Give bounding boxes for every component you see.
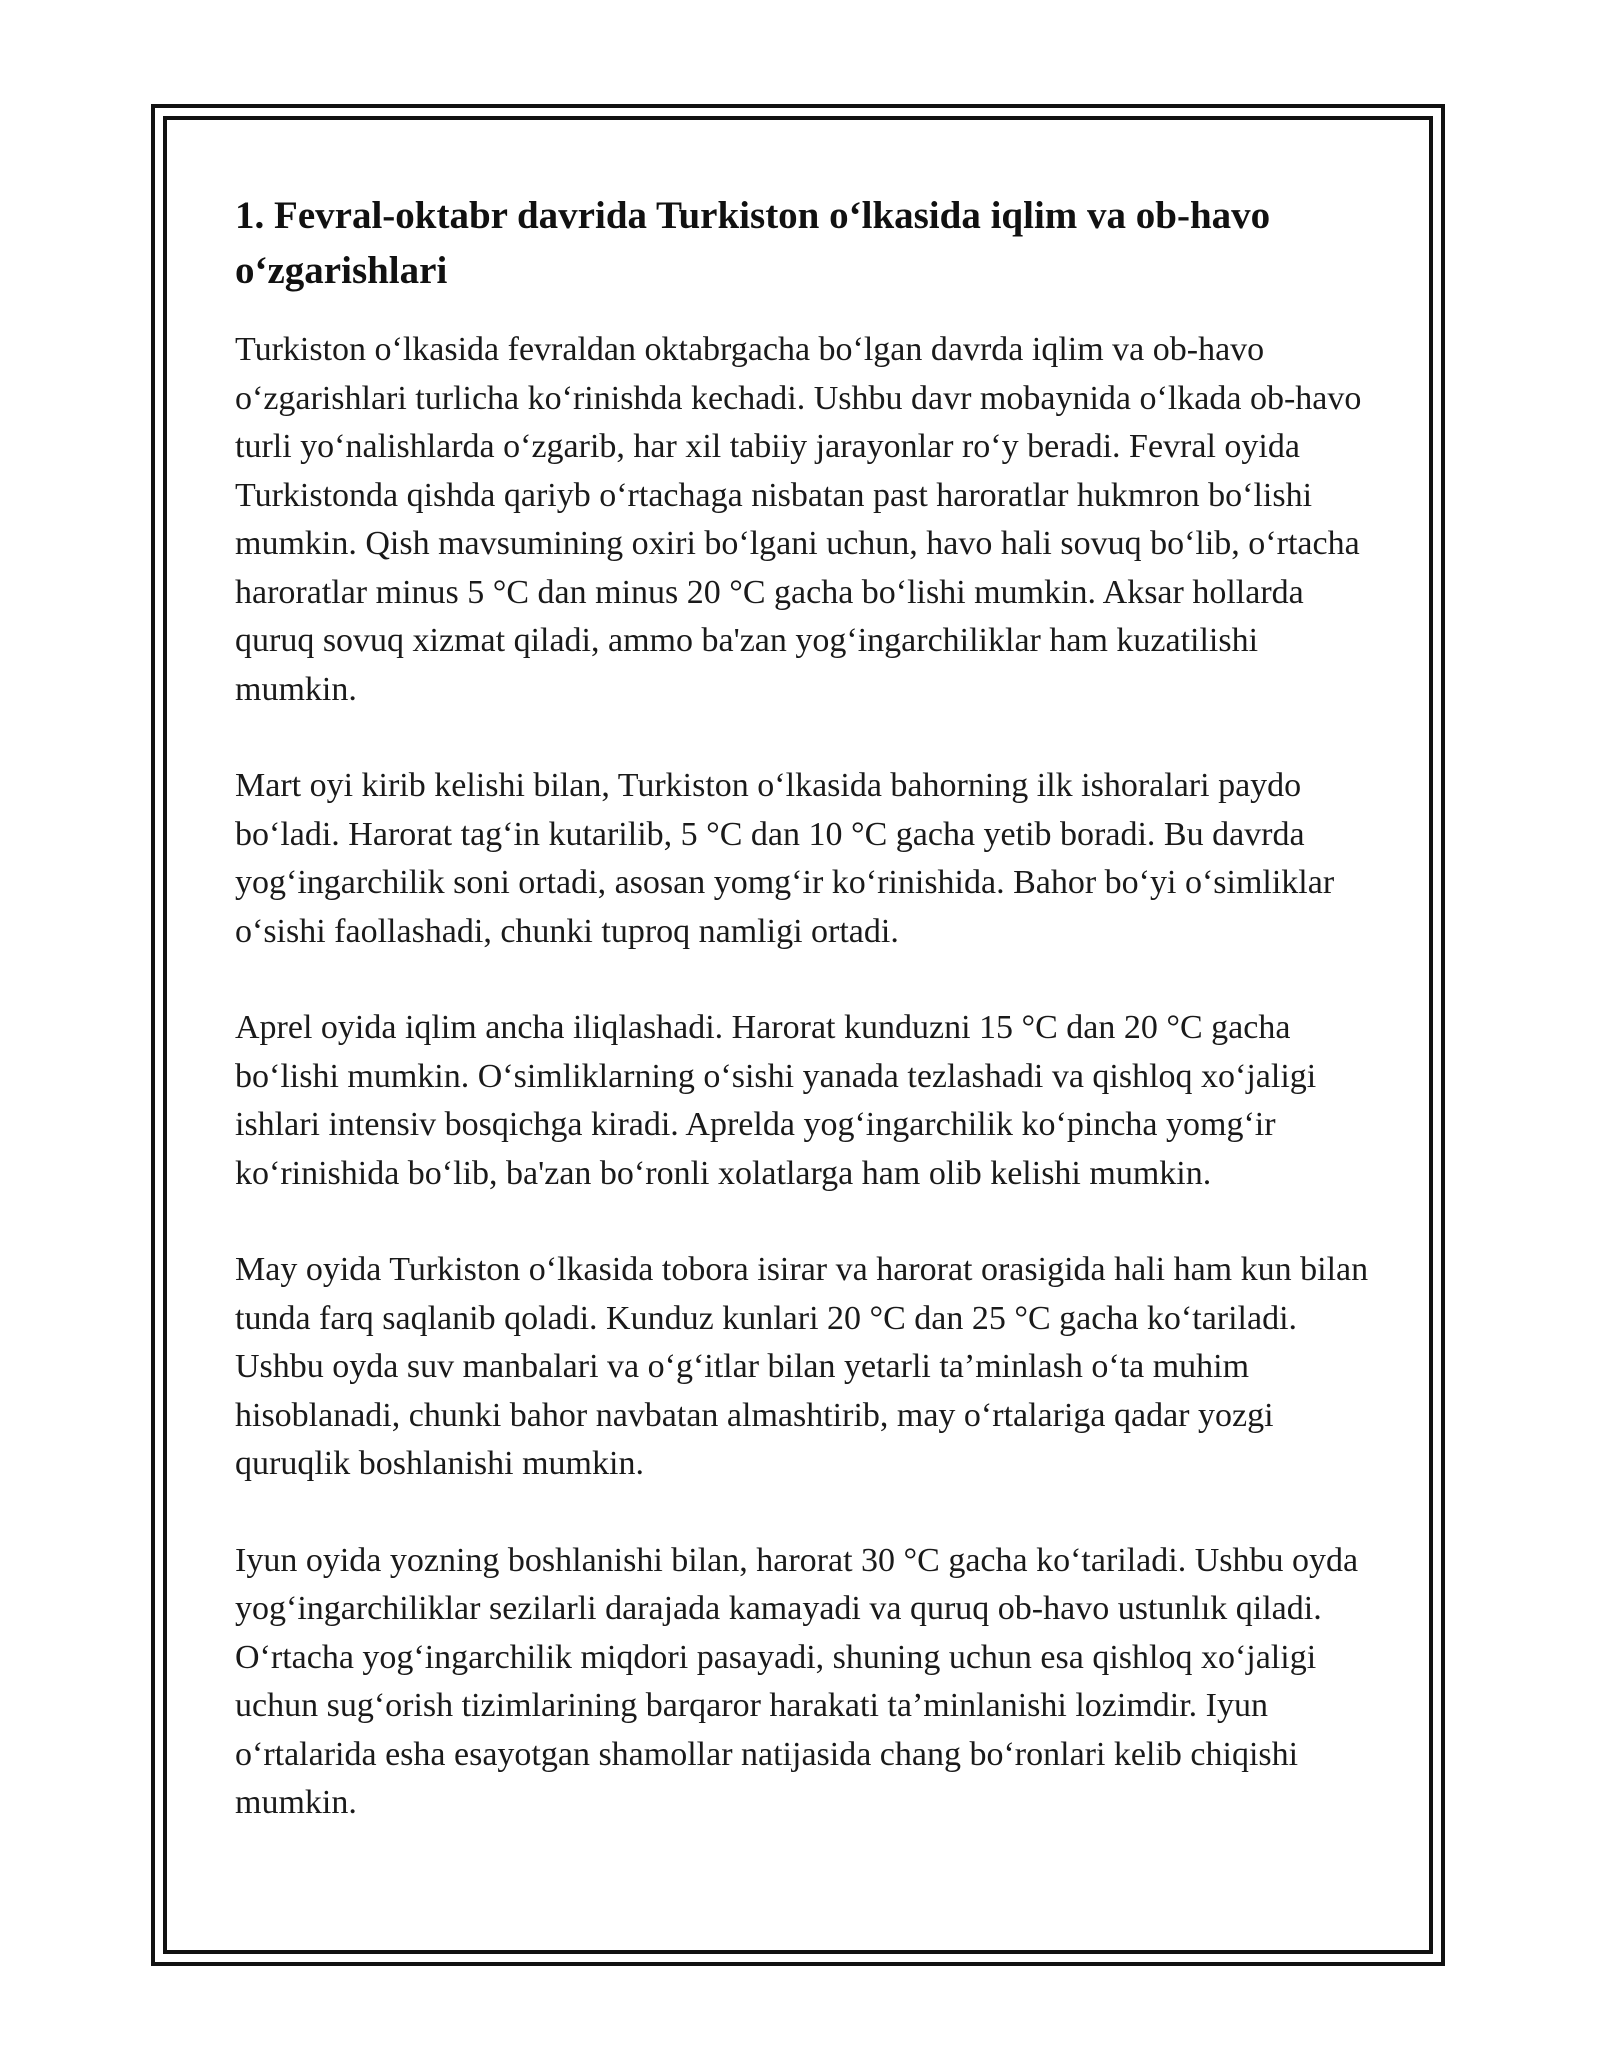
paragraph-june: Iyun oyida yozning boshlanishi bilan, harorat 30 °C gacha ko‘tariladi. Ushbu oyda yog‘ingarchiliklar sezilarli darajada kamayadi va quruq ob-havo ustunlık qiladi. O‘rtacha yog‘ingarchilik miqdori pasayadi, shuning uchun esa qishloq xo‘jaligi uchun sug‘orish tizimlarining barqaror harakati ta’minlanishi lozimdir. Iyun o‘rtalarida esha esayotgan shamollar natijasida chang bo‘ronlari kelib chiqishi mumkin. <box>235 1541 1359 1821</box>
paragraph-april: Aprel oyida iqlim ancha iliqlashadi. Harorat kunduzni 15 °C dan 20 °C gacha bo‘lishi mumkin. O‘simliklarning o‘sishi yanada tezlashadi va qishloq xo‘jaligi ishlari intensiv bosqichga kiradi. Aprelda yog‘ingarchilik ko‘pincha yomg‘ir ko‘rinishida bo‘lib, ba'zan bo‘ronli xolatlarga ham olib kelishi mumkin. <box>235 1009 1317 1192</box>
paragraph-may: May oyida Turkiston o‘lkasida tobora isirar va harorat orasigida hali ham kun bilan tunda farq saqlanib qoladi. Kunduz kunlari 20 °C dan 25 °C gacha ko‘tariladi. Ushbu oyda suv manbalari va o‘g‘itlar bilan yetarli ta’minlash o‘ta muhim hisoblanadi, chunki bahor navbatan almashtirib, may o‘rtalariga qadar yozgi quruqlik boshlanishi mumkin. <box>235 1251 1369 1482</box>
document-body <box>235 188 1375 1828</box>
paragraph-february: Turkiston o‘lkasida fevraldan oktabrgacha bo‘lgan davrda iqlim va ob-havo o‘zgarishlari turlicha ko‘rinishda kechadi. Ushbu davr mobaynida o‘lkada ob-havo turli yo‘nalishlarda o‘zgarib, har xil tabiiy jarayonlar ro‘y beradi. Fevral oyida Turkistonda qishda qariyb o‘rtachaga nisbatan past haroratlar hukmron bo‘lishi mumkin. Qish mavsumining oxiri bo‘lgani uchun, havo hali sovuq bo‘lib, o‘rtacha haroratlar minus 5 °C dan minus 20 °C gacha bo‘lishi mumkin. Aksar hollarda quruq sovuq xizmat qiladi, ammo ba'zan yog‘ingarchiliklar ham kuzatilishi mumkin. <box>235 331 1362 708</box>
section-heading: 1. Fevral-oktabr davrida Turkiston o‘lkasida iqlim va ob-havo o‘zgarishlari <box>235 194 1271 292</box>
paragraph-march: Mart oyi kirib kelishi bilan, Turkiston o‘lkasida bahorning ilk ishoralari paydo bo‘ladi. Harorat tag‘in kutarilib, 5 °C dan 10 °C gacha yetib boradi. Bu davrda yog‘ingarchilik soni ortadi, asosan yomg‘ir ko‘rinishida. Bahor bo‘yi o‘simliklar o‘sishi faollashadi, chunki tuproq namligi ortadi. <box>235 767 1335 950</box>
